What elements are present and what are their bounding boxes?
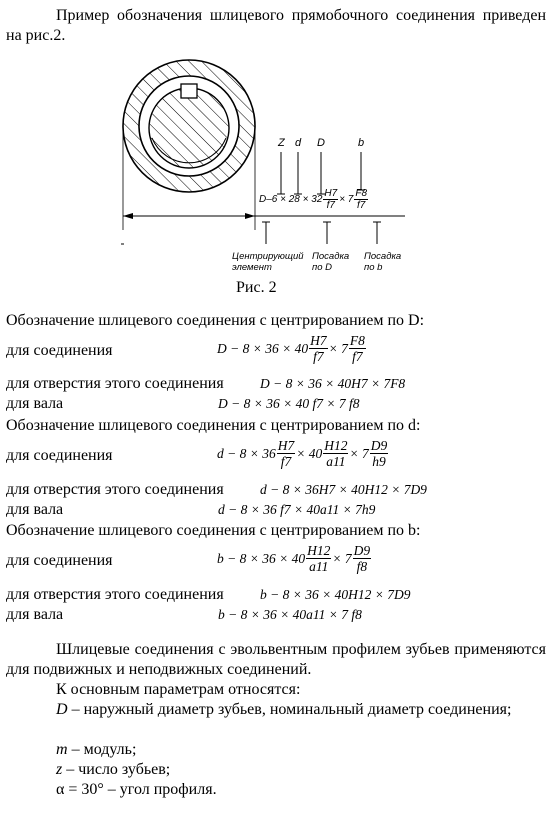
section-d-shaft-label: для вала — [6, 395, 64, 412]
section-d-small-joint-label: для соединения — [6, 447, 113, 464]
figure-formula: D–6 × 28 × 32 $\frac{H7}{f7}$ × 7 $\frac{F8}{f7}$ — [259, 188, 368, 211]
section-d-small-joint-formula: d − 8 × 36 $\frac{H7}{f7}$ × 40 $\frac{H12}{a11}$ × 7 $\frac{D9}{h9}$ — [217, 438, 388, 469]
section-d-small-heading: Обозначение шлицевого соединения с центрированием по d: — [6, 417, 421, 434]
spline-tooth — [181, 84, 197, 98]
section-d-heading: Обозначение шлицевого соединения с центрированием по D: — [6, 312, 425, 329]
intro-paragraph: Пример обозначения шлицевого прямобочного соединения приведен на рис.2. — [6, 7, 546, 44]
section-b-shaft-formula: b − 8 × 36 × 40a11 × 7 f8 — [218, 607, 362, 622]
section-d-shaft-formula: D − 8 × 36 × 40 f7 × 7 f8 — [218, 396, 360, 411]
section-d-small-hole-formula: d − 8 × 36H7 × 40H12 × 7D9 — [260, 482, 427, 497]
section-b-joint-formula: b − 8 × 36 × 40 $\frac{H12}{a11}$ × 7 $\frac{D9}{f8}$ — [217, 543, 371, 574]
outro-paragraph-1: Шлицевые соединения с эвольвентным профилем зубьев применяются для подвижных и неподвижных соединений. — [6, 641, 546, 678]
section-b-hole-formula: b − 8 × 36 × 40H12 × 7D9 — [260, 587, 411, 602]
shaft — [149, 88, 229, 168]
section-d-small-shaft-label: для вала — [6, 501, 64, 518]
section-b-hole-label: для отверстия этого соединения — [6, 586, 224, 603]
callout-fit-b: Посадка по b — [364, 251, 402, 273]
section-d-joint-formula: D − 8 × 36 × 40 $\frac{H7}{f7}$ × 7 $\frac{F8}{f7}$ — [217, 333, 365, 364]
section-d-hole-label: для отверстия этого соединения — [6, 375, 224, 392]
section-b-heading: Обозначение шлицевого соединения с центрированием по b: — [6, 522, 421, 539]
section-d-hole-formula: D − 8 × 36 × 40H7 × 7F8 — [260, 376, 406, 391]
callout-fit-d: Посадка по D — [312, 251, 350, 273]
outro-paragraph-2: К основным параметрам относятся: — [56, 681, 301, 698]
label-z: Z — [278, 137, 285, 149]
section-b-shaft-label: для вала — [6, 606, 64, 623]
section-d-small-shaft-formula: d − 8 × 36 f7 × 40a11 × 7h9 — [218, 502, 376, 517]
section-d-joint-label: для соединения — [6, 342, 113, 359]
figure-caption: Рис. 2 — [236, 279, 277, 296]
param-z: z – число зубьев; — [56, 761, 171, 778]
label-d-small: d — [295, 137, 302, 149]
section-b-joint-label: для соединения — [6, 552, 113, 569]
label-b: b — [358, 137, 365, 149]
spline-figure — [0, 0, 554, 285]
param-d: D – наружный диаметр зубьев, номинальный диаметр соединения; — [56, 701, 512, 718]
callout-center: Центрирующий элемент — [232, 251, 304, 273]
param-alpha: α = 30° – угол профиля. — [56, 781, 217, 798]
param-m: m – модуль; — [56, 741, 137, 758]
label-d-big: D — [317, 137, 325, 149]
section-d-small-hole-label: для отверстия этого соединения — [6, 481, 224, 498]
